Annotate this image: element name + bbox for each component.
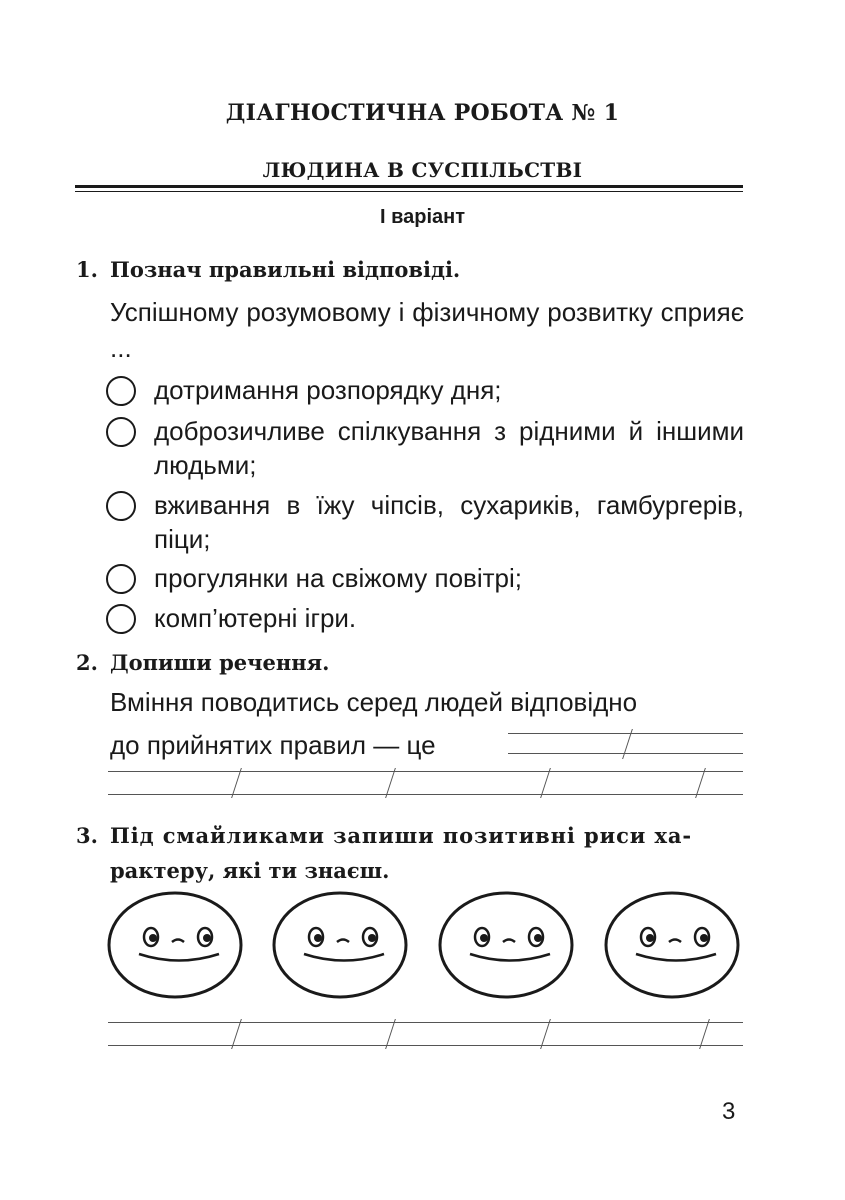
- writing-line: [108, 1022, 743, 1023]
- option-3-text: вживання в їжу чіпсів, сухариків, гамбургерів, піци;: [154, 490, 744, 554]
- option-4-text: прогулянки на свіжому повітрі;: [154, 563, 523, 593]
- smiley-face-4: [606, 893, 738, 997]
- page-subtitle: ЛЮДИНА В СУСПІЛЬСТВІ: [262, 158, 583, 182]
- task3-heading-line1: Під смайликами запиши позитивні риси ха-: [110, 823, 692, 848]
- writing-line: [108, 1045, 743, 1046]
- task2-number: 2.: [76, 650, 98, 675]
- option-2-text: доброзичливе спілкування з рідними й іншими людьми;: [154, 416, 744, 480]
- option-1-text: дотримання розпорядку дня;: [154, 375, 502, 405]
- smiley-face-3: [440, 893, 572, 997]
- option-5-text: комп’ютерні ігри.: [154, 603, 357, 633]
- task1-heading-text: Познач правильні відповіді.: [110, 257, 461, 282]
- task2-line1: Вміння поводитись серед людей відповідно: [110, 687, 638, 717]
- page-number: 3: [722, 1098, 736, 1125]
- task2-heading-text: Допиши речення.: [110, 650, 330, 675]
- task3-number: 3.: [76, 823, 98, 848]
- variant-label: І варіант: [379, 206, 466, 228]
- page-title: ДІАГНОСТИЧНА РОБОТА № 1: [225, 100, 620, 126]
- task1-prompt: Успішному розумовому і фізичному розвитку сприяє ...: [110, 297, 744, 363]
- smiley-face-1: [109, 893, 241, 997]
- task3-heading-line2: рактеру, які ти знаєш.: [110, 858, 390, 883]
- smiley-face-2: [274, 893, 406, 997]
- task1-number: 1.: [76, 257, 98, 282]
- task2-line2: до прийнятих правил — це: [110, 730, 436, 760]
